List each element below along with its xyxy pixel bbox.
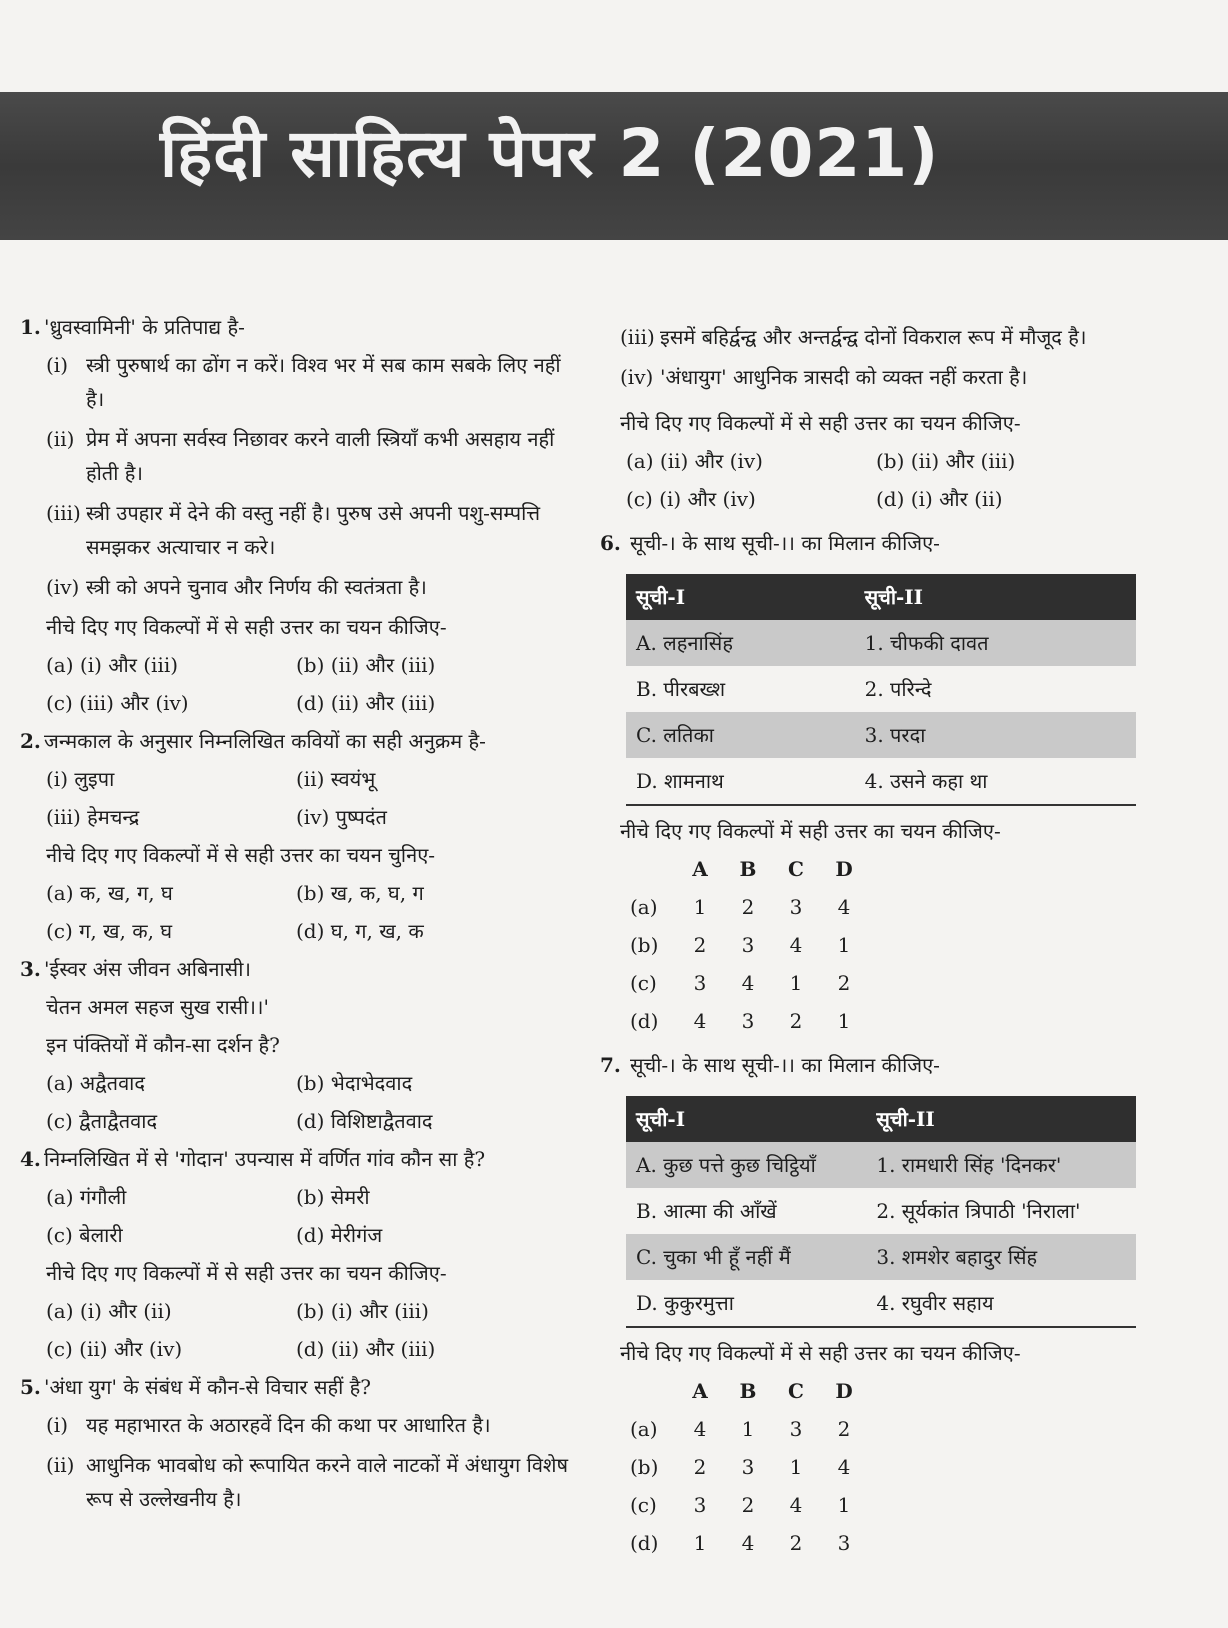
statement-text: स्त्री पुरुषार्थ का ढोंग न करें। विश्व भर में सब काम सबके लिए नहीं है। bbox=[86, 353, 561, 411]
answer-key-row bbox=[630, 1524, 1150, 1562]
option: (d) विशिष्टाद्वैतवाद bbox=[296, 1109, 433, 1133]
question-2 bbox=[20, 722, 580, 950]
key-label: (b) bbox=[630, 1455, 659, 1479]
right-column bbox=[600, 318, 1150, 1562]
statement bbox=[46, 494, 580, 568]
page-title: हिंदी साहित्य पेपर 2 (2021) bbox=[160, 115, 940, 192]
table-cell: D. शामनाथ bbox=[626, 758, 855, 805]
table-cell: 3. शमशेर बहादुर सिंह bbox=[866, 1234, 1136, 1280]
option: (b) (i) और (iii) bbox=[296, 1299, 429, 1323]
statement bbox=[620, 318, 1150, 358]
question-text: जन्मकाल के अनुसार निम्नलिखित कवियों का सही अनुक्रम है- bbox=[44, 729, 486, 753]
key-value: 3 bbox=[837, 1531, 851, 1555]
question-number: 1. bbox=[20, 315, 41, 339]
verse-line: चेतन अमल सहज सुख रासी।।' bbox=[46, 995, 270, 1019]
item: (d) मेरीगंज bbox=[296, 1223, 383, 1247]
statement-label: (iii) bbox=[46, 501, 81, 525]
option: (a) (i) और (iii) bbox=[46, 653, 179, 677]
match-table bbox=[626, 574, 1136, 806]
key-value: 3 bbox=[741, 933, 755, 957]
question-number: 6. bbox=[600, 531, 621, 555]
key-value: 1 bbox=[741, 1417, 755, 1441]
instruction: नीचे दिए गए विकल्पों में से सही उत्तर का चयन चुनिए- bbox=[46, 843, 436, 867]
answer-key-row bbox=[630, 1002, 1150, 1040]
table-row bbox=[626, 1234, 1136, 1280]
item: (ii) स्वयंभू bbox=[296, 767, 376, 791]
key-label: (c) bbox=[630, 971, 657, 995]
statement-label: (ii) bbox=[46, 427, 75, 451]
option: (a) (i) और (ii) bbox=[46, 1299, 172, 1323]
key-value: 3 bbox=[741, 1455, 755, 1479]
answer-key-row bbox=[630, 888, 1150, 926]
option: (b) (ii) और (iii) bbox=[876, 449, 1016, 473]
answer-key bbox=[630, 850, 1150, 1040]
key-value: 2 bbox=[837, 971, 851, 995]
table-row bbox=[626, 1188, 1136, 1234]
table-header: सूची-II bbox=[855, 574, 1136, 620]
key-value: 3 bbox=[789, 895, 803, 919]
statement-label: (i) bbox=[46, 353, 69, 377]
key-col: B bbox=[739, 1379, 757, 1403]
table-cell: B. आत्मा की आँखें bbox=[636, 1199, 777, 1223]
key-value: 3 bbox=[693, 1493, 707, 1517]
key-value: 4 bbox=[837, 895, 851, 919]
question-1 bbox=[20, 308, 580, 722]
item: (iii) हेमचन्द्र bbox=[46, 805, 140, 829]
statement-label: (ii) bbox=[46, 1453, 75, 1477]
item: (c) बेलारी bbox=[46, 1223, 123, 1247]
answer-key bbox=[630, 1372, 1150, 1562]
key-value: 3 bbox=[693, 971, 707, 995]
question-5 bbox=[20, 1368, 580, 1520]
item: (iv) पुष्पदंत bbox=[296, 805, 387, 829]
key-value: 2 bbox=[789, 1531, 803, 1555]
title-banner bbox=[0, 92, 1228, 240]
statement bbox=[46, 346, 580, 420]
key-label: (c) bbox=[630, 1493, 657, 1517]
option: (a) अद्वैतवाद bbox=[46, 1071, 145, 1095]
item: (b) सेमरी bbox=[296, 1185, 370, 1209]
statement-text: 'अंधायुग' आधुनिक त्रासदी को व्यक्त नहीं करता है। bbox=[660, 365, 1028, 389]
item: (a) गंगौली bbox=[46, 1185, 127, 1209]
statement-text: प्रेम में अपना सर्वस्व निछावर करने वाली स्त्रियाँ कभी असहाय नहीं होती है। bbox=[86, 427, 555, 485]
options bbox=[46, 1292, 580, 1368]
answer-key-header bbox=[630, 1372, 1150, 1410]
option: (c) (ii) और (iv) bbox=[46, 1337, 183, 1361]
table-cell: 2. सूर्यकांत त्रिपाठी 'निराला' bbox=[876, 1199, 1081, 1223]
key-label: (d) bbox=[630, 1531, 659, 1555]
table-header: सूची-I bbox=[626, 1096, 866, 1142]
table-row bbox=[626, 620, 1136, 666]
question-7 bbox=[600, 1046, 1150, 1562]
table-row bbox=[626, 712, 1136, 758]
table-row bbox=[626, 1280, 1136, 1327]
options bbox=[46, 1064, 580, 1140]
key-col: C bbox=[788, 857, 804, 881]
key-value: 3 bbox=[789, 1417, 803, 1441]
key-label: (a) bbox=[630, 895, 658, 919]
key-value: 2 bbox=[693, 1455, 707, 1479]
table-cell: 1. रामधारी सिंह 'दिनकर' bbox=[866, 1142, 1136, 1188]
question-text: निम्नलिखित में से 'गोदान' उपन्यास में वर्णित गांव कौन सा है? bbox=[44, 1147, 486, 1171]
statement bbox=[620, 358, 1150, 398]
key-value: 2 bbox=[693, 933, 707, 957]
question-text: 'ईस्वर अंस जीवन अबिनासी। bbox=[44, 957, 251, 981]
key-value: 1 bbox=[837, 933, 851, 957]
statement-text: इसमें बहिर्द्वन्द्व और अन्तर्द्वन्द्व दोनों विकराल रूप में मौजूद है। bbox=[660, 325, 1087, 349]
table-row bbox=[626, 1142, 1136, 1188]
option: (c) द्वैताद्वैतवाद bbox=[46, 1109, 158, 1133]
option: (b) भेदाभेदवाद bbox=[296, 1071, 413, 1095]
statement-label: (i) bbox=[46, 1413, 69, 1437]
key-value: 4 bbox=[837, 1455, 851, 1479]
table-header: सूची-II bbox=[866, 1096, 1136, 1142]
key-col: D bbox=[835, 857, 853, 881]
table-cell: 2. परिन्दे bbox=[864, 677, 932, 701]
key-label: (a) bbox=[630, 1417, 658, 1441]
key-value: 1 bbox=[837, 1009, 851, 1033]
option: (d) (ii) और (iii) bbox=[296, 1337, 436, 1361]
option: (d) (ii) और (iii) bbox=[296, 691, 436, 715]
question-number: 2. bbox=[20, 729, 41, 753]
key-value: 1 bbox=[789, 971, 803, 995]
options bbox=[46, 874, 580, 950]
question-text: 'ध्रुवस्वामिनी' के प्रतिपाद्य है- bbox=[44, 315, 245, 339]
table-row bbox=[626, 666, 1136, 712]
table-cell: B. पीरबख्श bbox=[636, 677, 726, 701]
key-value: 2 bbox=[837, 1417, 851, 1441]
statement bbox=[46, 568, 580, 608]
option: (c) ग, ख, क, घ bbox=[46, 919, 173, 943]
question-text: 'अंधा युग' के संबंध में कौन-से विचार सहीं है? bbox=[44, 1375, 371, 1399]
key-value: 2 bbox=[789, 1009, 803, 1033]
answer-key-row bbox=[630, 1486, 1150, 1524]
instruction: नीचे दिए गए विकल्पों में से सही उत्तर का चयन कीजिए- bbox=[620, 411, 1021, 435]
key-value: 4 bbox=[741, 1531, 755, 1555]
question-text: सूची-। के साथ सूची-।। का मिलान कीजिए- bbox=[630, 531, 940, 555]
option: (c) (i) और (iv) bbox=[626, 487, 756, 511]
key-value: 4 bbox=[789, 933, 803, 957]
left-column bbox=[20, 308, 580, 1520]
key-value: 3 bbox=[741, 1009, 755, 1033]
key-col: A bbox=[692, 857, 708, 881]
option: (b) (ii) और (iii) bbox=[296, 653, 436, 677]
key-value: 1 bbox=[837, 1493, 851, 1517]
match-table bbox=[626, 1096, 1136, 1328]
question-number: 5. bbox=[20, 1375, 41, 1399]
statement-label: (iv) bbox=[620, 365, 654, 389]
key-value: 4 bbox=[693, 1009, 707, 1033]
statement-text: यह महाभारत के अठारहवें दिन की कथा पर आधारित है। bbox=[86, 1413, 491, 1437]
statement bbox=[46, 420, 580, 494]
answer-key-header bbox=[630, 850, 1150, 888]
table-cell: D. कुकुरमुत्ता bbox=[626, 1280, 866, 1327]
option: (b) ख, क, घ, ग bbox=[296, 881, 424, 905]
key-value: 1 bbox=[789, 1455, 803, 1479]
question-number: 3. bbox=[20, 957, 41, 981]
key-value: 4 bbox=[693, 1417, 707, 1441]
key-value: 4 bbox=[741, 971, 755, 995]
options bbox=[626, 442, 1150, 518]
instruction: नीचे दिए गए विकल्पों में से सही उत्तर का चयन कीजिए- bbox=[620, 1341, 1021, 1365]
table-header: सूची-I bbox=[626, 574, 855, 620]
statement bbox=[46, 1446, 580, 1520]
table-cell: C. चुका भी हूँ नहीं मैं bbox=[626, 1234, 866, 1280]
key-value: 4 bbox=[789, 1493, 803, 1517]
table-row bbox=[626, 758, 1136, 805]
options bbox=[46, 646, 580, 722]
question-text: सूची-। के साथ सूची-।। का मिलान कीजिए- bbox=[630, 1053, 940, 1077]
question-number: 7. bbox=[600, 1053, 621, 1077]
key-label: (d) bbox=[630, 1009, 659, 1033]
key-value: 1 bbox=[693, 1531, 707, 1555]
option: (d) घ, ग, ख, क bbox=[296, 919, 424, 943]
key-value: 2 bbox=[741, 895, 755, 919]
question-number: 4. bbox=[20, 1147, 41, 1171]
question-6 bbox=[600, 524, 1150, 1040]
question-4 bbox=[20, 1140, 580, 1368]
key-value: 1 bbox=[693, 895, 707, 919]
statement-text: स्त्री उपहार में देने की वस्तु नहीं है। पुरुष उसे अपनी पशु-सम्पत्ति समझकर अत्याचार न करे। bbox=[86, 501, 541, 559]
statement-label: (iii) bbox=[620, 325, 655, 349]
option: (c) (iii) और (iv) bbox=[46, 691, 189, 715]
table-cell: 4. उसने कहा था bbox=[855, 758, 1136, 805]
table-cell: 3. परदा bbox=[855, 712, 1136, 758]
question-prompt: इन पंक्तियों में कौन-सा दर्शन है? bbox=[46, 1033, 280, 1057]
statement bbox=[46, 1406, 580, 1446]
instruction: नीचे दिए गए विकल्पों में सही उत्तर का चयन कीजिए- bbox=[620, 819, 1001, 843]
option: (a) (ii) और (iv) bbox=[626, 449, 763, 473]
key-value: 2 bbox=[741, 1493, 755, 1517]
table-cell: A. लहनासिंह bbox=[626, 620, 855, 666]
table-cell: 4. रघुवीर सहाय bbox=[866, 1280, 1136, 1327]
key-col: D bbox=[835, 1379, 853, 1403]
key-label: (b) bbox=[630, 933, 659, 957]
item: (i) लुइपा bbox=[46, 767, 115, 791]
items bbox=[46, 760, 580, 836]
statement-text: आधुनिक भावबोध को रूपायित करने वाले नाटकों में अंधायुग विशेष रूप से उल्लेखनीय है। bbox=[86, 1453, 569, 1511]
answer-key-row bbox=[630, 964, 1150, 1002]
option: (a) क, ख, ग, घ bbox=[46, 881, 173, 905]
table-cell: A. कुछ पत्ते कुछ चिट्ठियाँ bbox=[626, 1142, 866, 1188]
instruction: नीचे दिए गए विकल्पों में से सही उत्तर का चयन कीजिए- bbox=[46, 615, 447, 639]
table-cell: C. लतिका bbox=[626, 712, 855, 758]
answer-key-row bbox=[630, 1448, 1150, 1486]
answer-key-row bbox=[630, 1410, 1150, 1448]
answer-key-row bbox=[630, 926, 1150, 964]
statement-text: स्त्री को अपने चुनाव और निर्णय की स्वतंत्रता है। bbox=[86, 575, 427, 599]
items bbox=[46, 1178, 580, 1254]
question-3 bbox=[20, 950, 580, 1140]
key-col: B bbox=[739, 857, 757, 881]
instruction: नीचे दिए गए विकल्पों में से सही उत्तर का चयन कीजिए- bbox=[46, 1261, 447, 1285]
option: (d) (i) और (ii) bbox=[876, 487, 1003, 511]
statement-label: (iv) bbox=[46, 575, 80, 599]
key-col: C bbox=[788, 1379, 804, 1403]
table-cell: 1. चीफकी दावत bbox=[855, 620, 1136, 666]
key-col: A bbox=[692, 1379, 708, 1403]
